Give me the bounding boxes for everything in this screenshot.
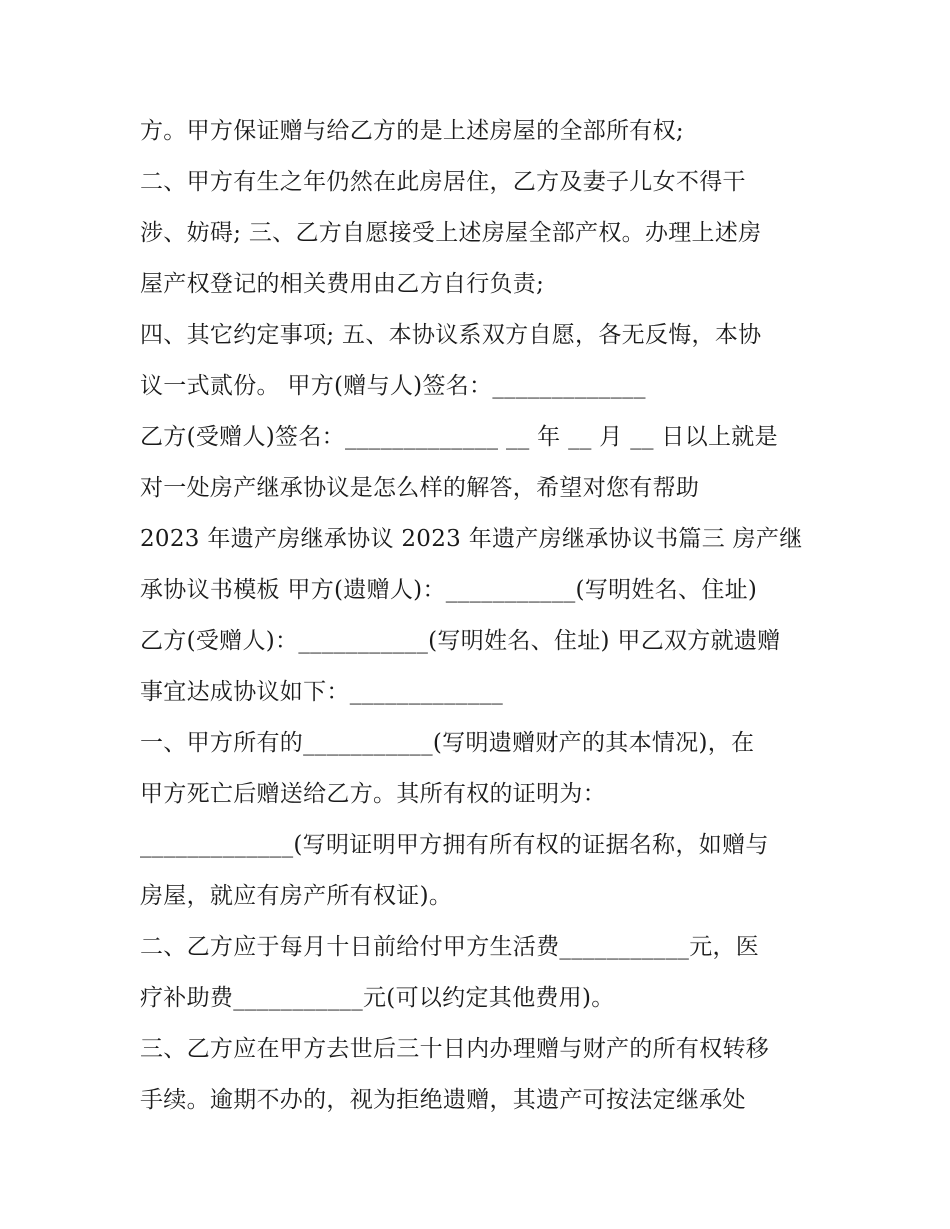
text-line: 屋产权登记的相关费用由乙方自行负责; [140, 271, 545, 297]
text-line: 甲方死亡后赠送给乙方。其所有权的证明为： [140, 781, 606, 807]
text-line: 三、乙方应在甲方去世后三十日内办理赠与财产的所有权转移 [140, 1036, 770, 1062]
text-line: 涉、妨碍; 三、乙方自愿接受上述房屋全部产权。办理上述房 [140, 220, 762, 246]
text-line: 一、甲方所有的___________(写明遗赠财产的其本情况)，在 [140, 730, 755, 756]
text-line: 乙方(受赠人)：___________(写明姓名、住址) 甲乙双方就遗赠 [140, 628, 781, 654]
text-line: 议一式贰份。 甲方(赠与人)签名：_____________ [140, 373, 646, 399]
text-line: 事宜达成协议如下：_____________ [140, 679, 504, 705]
text-line: 疗补助费___________元(可以约定其他费用)。 [140, 985, 615, 1011]
text-line: 二、甲方有生之年仍然在此房居住，乙方及妻子儿女不得干 [140, 169, 746, 195]
text-line: 对一处房产继承协议是怎么样的解答，希望对您有帮助 [140, 475, 700, 501]
text-line: 乙方(受赠人)签名：_____________ __ 年 __ 月 __ 日以上就是 [140, 424, 778, 450]
text-line: 房屋，就应有房产所有权证)。 [140, 883, 453, 909]
text-line: 二、乙方应于每月十日前给付甲方生活费___________元，医 [140, 934, 760, 960]
text-line: 手续。逾期不办的，视为拒绝遗赠，其遗产可按法定继承处 [140, 1087, 746, 1113]
text-line: 方。甲方保证赠与给乙方的是上述房屋的全部所有权; [140, 118, 684, 144]
text-line: 四、其它约定事项; 五、本协议系双方自愿，各无反悔，本协 [140, 322, 762, 348]
text-line: _____________(写明证明甲方拥有所有权的证据名称，如赠与 [140, 832, 769, 858]
document-body [140, 106, 820, 1126]
text-line: 2023 年遗产房继承协议 2023 年遗产房继承协议书篇三 房产继 [140, 526, 803, 552]
text-line: 承协议书模板 甲方(遗赠人)：___________(写明姓名、住址) [140, 577, 758, 603]
